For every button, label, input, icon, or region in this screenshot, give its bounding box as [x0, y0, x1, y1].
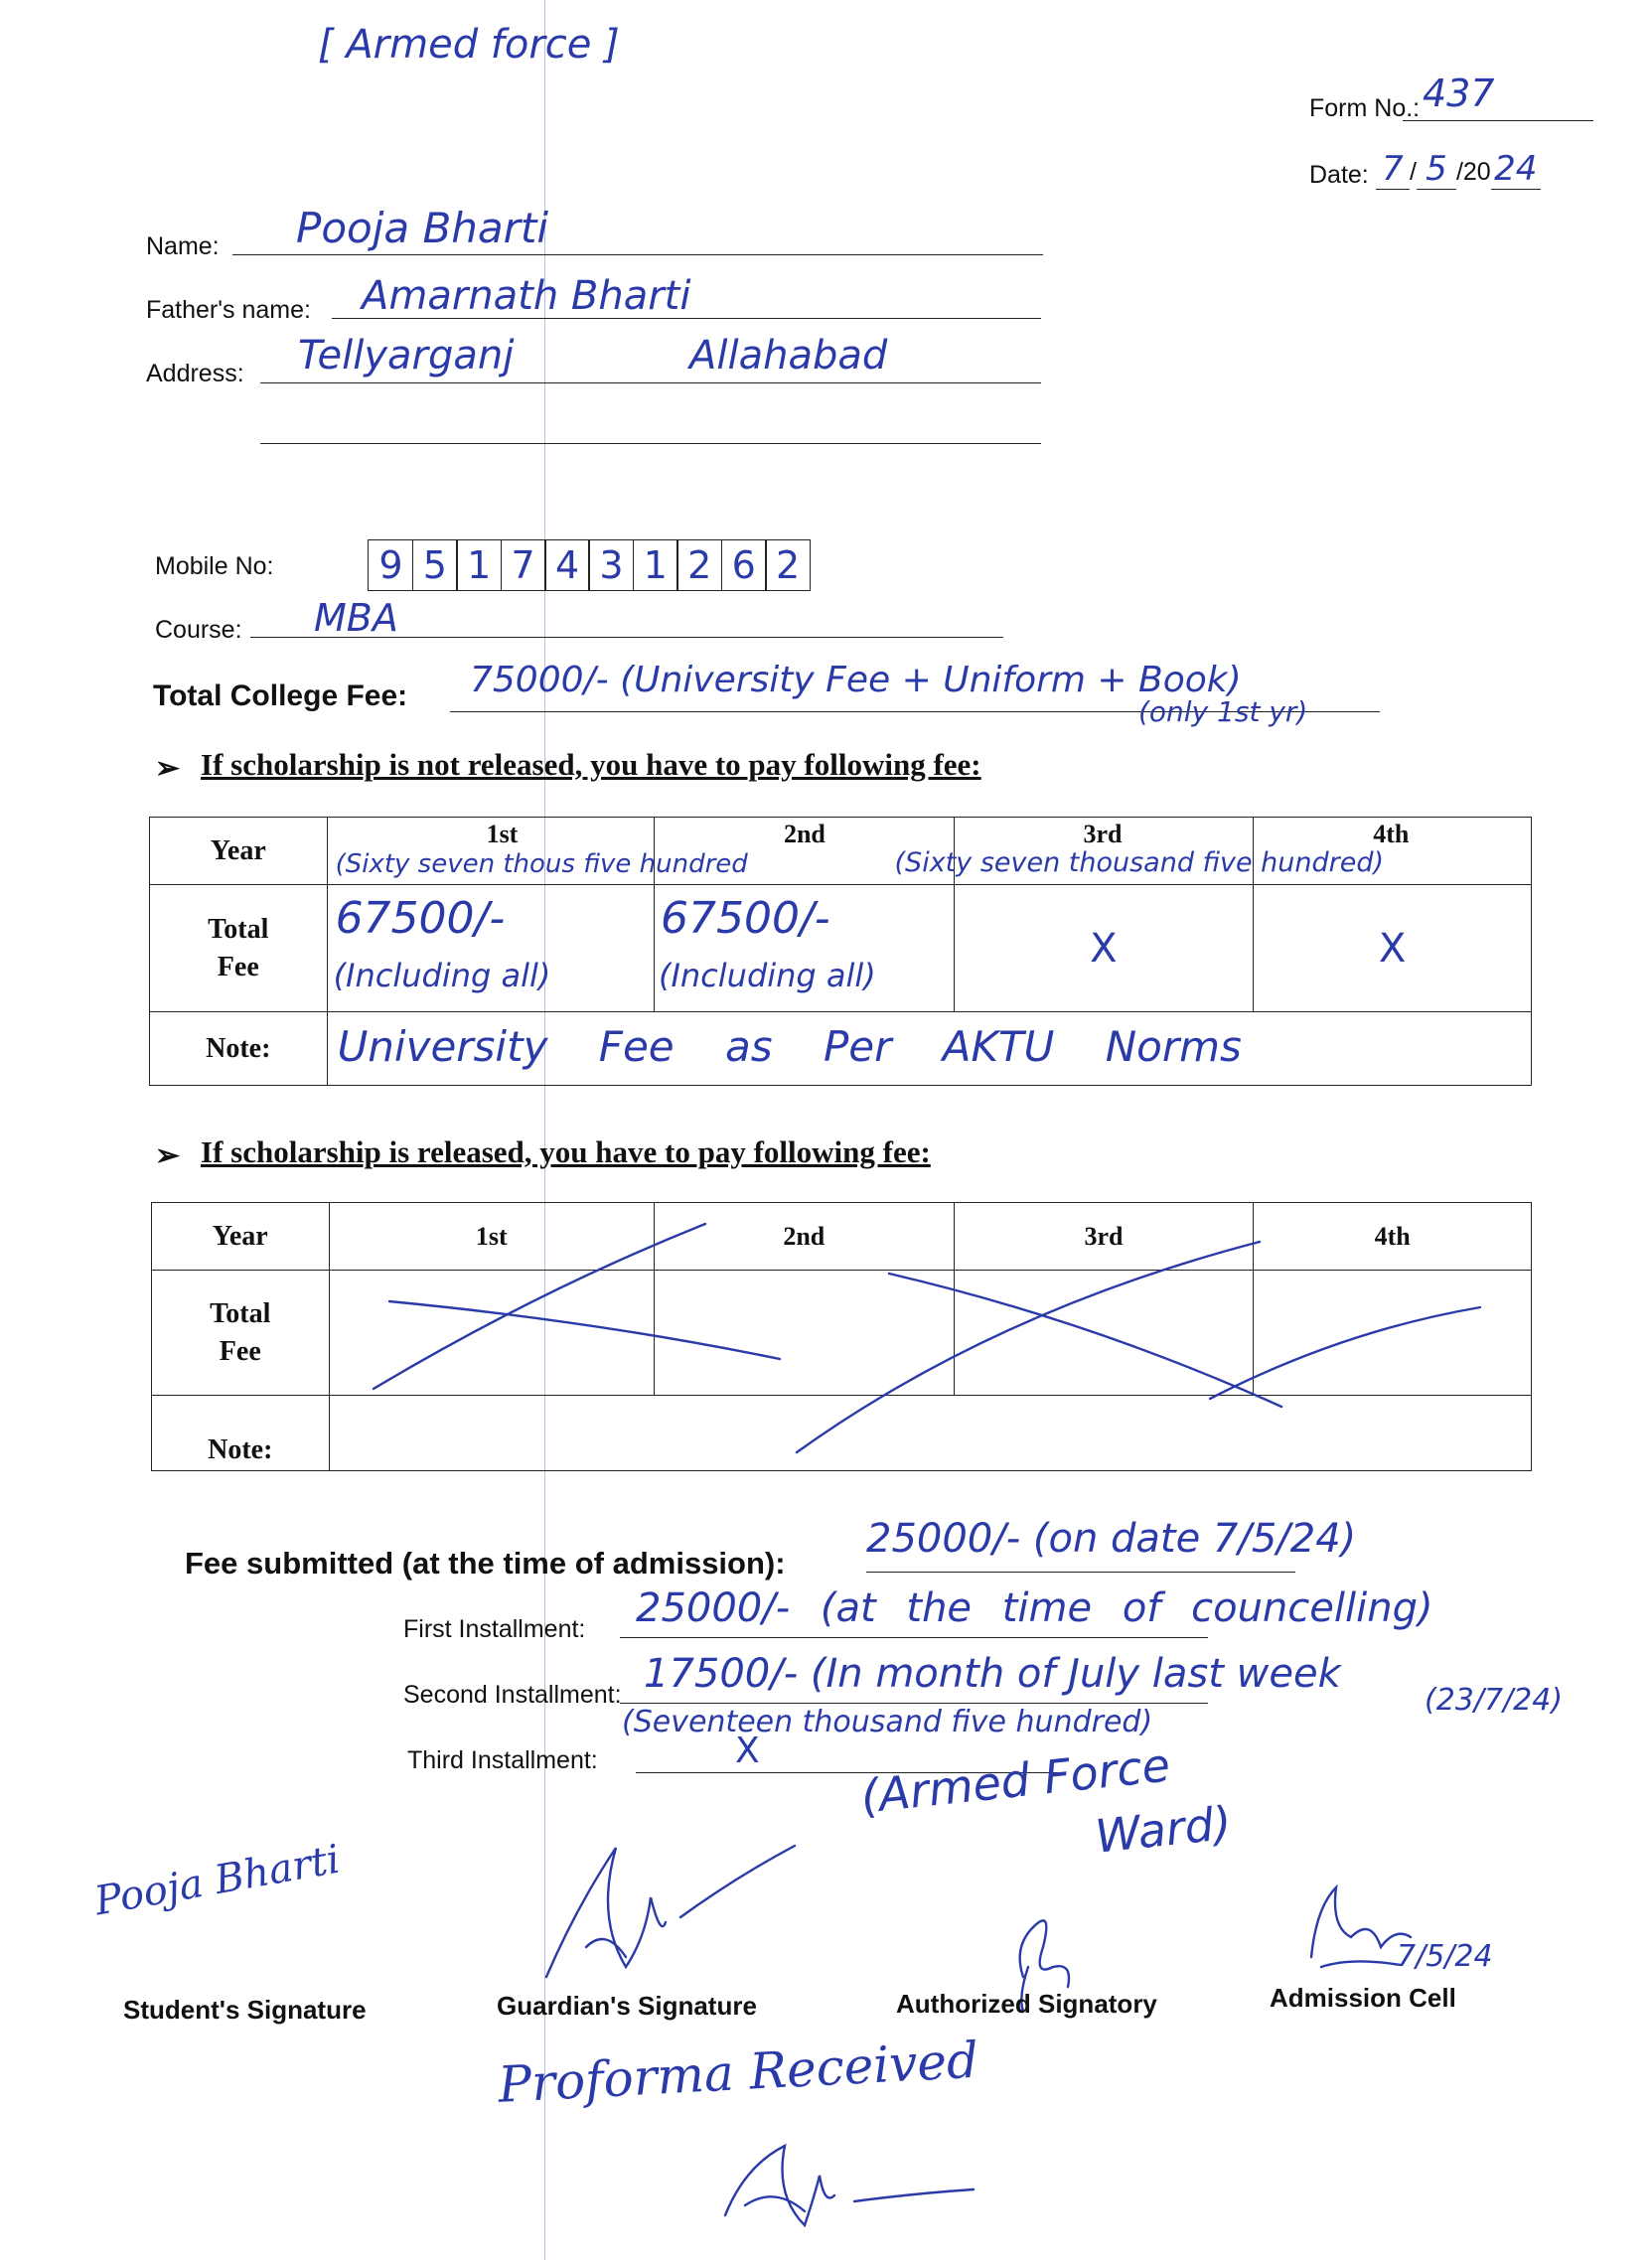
- fee-sub: (Including all): [333, 957, 551, 994]
- second-installment-label: Second Installment:: [403, 1681, 622, 1709]
- not-released-heading: If scholarship is not released, you have to pay following fee:: [201, 747, 981, 782]
- student-signature: Pooja Bharti: [91, 1836, 344, 1925]
- mobile-digit: 5: [412, 539, 458, 591]
- year-4th: 4th: [1374, 1221, 1411, 1251]
- admission-cell-date: 7/5/24: [1397, 1939, 1493, 1974]
- note-label: Note:: [208, 1434, 273, 1465]
- date-century: 20: [1462, 158, 1491, 186]
- year-note: (Sixty seven thous five hundred: [335, 849, 748, 879]
- second-installment-line: [620, 1651, 1341, 1704]
- proforma-received-note: Proforma Received: [497, 2031, 980, 2114]
- fee-submitted-value: 25000/- (on date 7/5/24): [866, 1516, 1357, 1562]
- address-locality: Tellyarganj: [298, 333, 515, 378]
- mobile-digit: 1: [456, 539, 502, 591]
- crossout-stroke: [1210, 1307, 1480, 1399]
- year-1st: 1st: [475, 1221, 508, 1251]
- note-label: Note:: [206, 1032, 271, 1064]
- total-fee-label: Total Fee: [208, 913, 269, 982]
- name-label: Name:: [146, 232, 220, 260]
- second-installment-sub: (Seventeen thousand five hundred): [622, 1705, 1153, 1739]
- fee-submitted-label: Fee submitted (at the time of admission):: [185, 1546, 786, 1581]
- address-city: Allahabad: [689, 333, 888, 378]
- mobile-digit: 2: [676, 539, 722, 591]
- fee-value: X: [1090, 925, 1118, 972]
- first-installment-line: [620, 1585, 1433, 1638]
- crossout-stroke: [889, 1274, 1281, 1407]
- released-heading: If scholarship is released, you have to pay following fee:: [201, 1134, 931, 1169]
- armed-force-ward-line1: (Armed Force: [858, 1737, 1173, 1824]
- mobile-digit: 4: [544, 539, 590, 591]
- fee-value: 67500/-: [660, 893, 830, 944]
- second-installment-date: (23/7/24): [1425, 1683, 1564, 1718]
- year-3rd: 3rd: [1083, 820, 1123, 848]
- year-note: (Sixty seven thousand five hundred): [894, 847, 1385, 878]
- year-1st: 1st: [486, 820, 519, 848]
- fee-submitted-line: [866, 1516, 1357, 1573]
- total-fee-label: Total Fee: [210, 1297, 271, 1367]
- note-value: University Fee as Per AKTU Norms: [337, 1022, 1242, 1071]
- fee-value: X: [1378, 925, 1407, 972]
- armed-force-ward-line2: Ward): [1093, 1795, 1235, 1864]
- address-label: Address:: [146, 360, 244, 387]
- date-day: 7: [1376, 149, 1410, 190]
- proforma-signature-mark: [705, 2136, 1003, 2245]
- first-installment-label: First Installment:: [403, 1615, 586, 1643]
- fee-value: 67500/-: [335, 893, 506, 944]
- student-signature-label: Student's Signature: [123, 1995, 367, 2025]
- year-2nd: 2nd: [783, 820, 826, 848]
- first-installment-value: 25000/- (at the time of councelling): [636, 1585, 1433, 1631]
- year-3rd: 3rd: [1084, 1221, 1124, 1251]
- course-value: MBA: [250, 596, 1003, 638]
- form-no-label: Form No.:: [1309, 94, 1421, 122]
- second-installment-value: 17500/- (In month of July last week: [644, 1651, 1341, 1697]
- crossout-stroke: [797, 1242, 1260, 1452]
- authorized-signatory-label: Authorized Signatory: [896, 1989, 1157, 2019]
- year-label: Year: [212, 1220, 268, 1252]
- date-year: 24: [1491, 149, 1541, 190]
- year-2nd: 2nd: [783, 1221, 826, 1251]
- admission-cell-label: Admission Cell: [1270, 1983, 1456, 2013]
- crossout-stroke: [374, 1221, 705, 1389]
- form-no-value: 437: [1403, 72, 1593, 121]
- father-name-value: Amarnath Bharti: [332, 273, 1041, 319]
- year-label: Year: [210, 834, 266, 866]
- mobile-digit: 3: [588, 539, 634, 591]
- crossout-stroke: [389, 1301, 780, 1359]
- mobile-digit: 6: [721, 539, 767, 591]
- father-name-label: Father's name:: [146, 296, 311, 324]
- mobile-digit: 7: [501, 539, 546, 591]
- armed-force-note: [ Armed force ]: [318, 22, 620, 68]
- date-month: 5: [1417, 149, 1456, 190]
- guardian-signature-label: Guardian's Signature: [497, 1991, 757, 2021]
- arrow-icon: ➢: [155, 752, 181, 785]
- year-4th: 4th: [1373, 820, 1410, 848]
- mobile-label: Mobile No:: [155, 552, 274, 580]
- mobile-digit: 9: [368, 539, 413, 591]
- third-installment-label: Third Installment:: [407, 1746, 598, 1774]
- mobile-digit: 1: [633, 539, 678, 591]
- total-college-fee-value: 75000/- (University Fee + Uniform + Book): [470, 660, 1242, 700]
- date-label: Date:: [1309, 161, 1369, 189]
- third-installment-value: X: [735, 1731, 760, 1771]
- date-field: 7 / 5 /2024: [1376, 149, 1541, 190]
- arrow-icon: ➢: [155, 1139, 181, 1172]
- fee-sub: (Including all): [658, 957, 876, 994]
- mobile-digit: 2: [765, 539, 811, 591]
- total-college-fee-label: Total College Fee:: [153, 679, 408, 712]
- course-label: Course:: [155, 616, 242, 644]
- name-value: Pooja Bharti: [232, 204, 1043, 255]
- total-college-fee-sub: (only 1st yr): [1138, 695, 1308, 728]
